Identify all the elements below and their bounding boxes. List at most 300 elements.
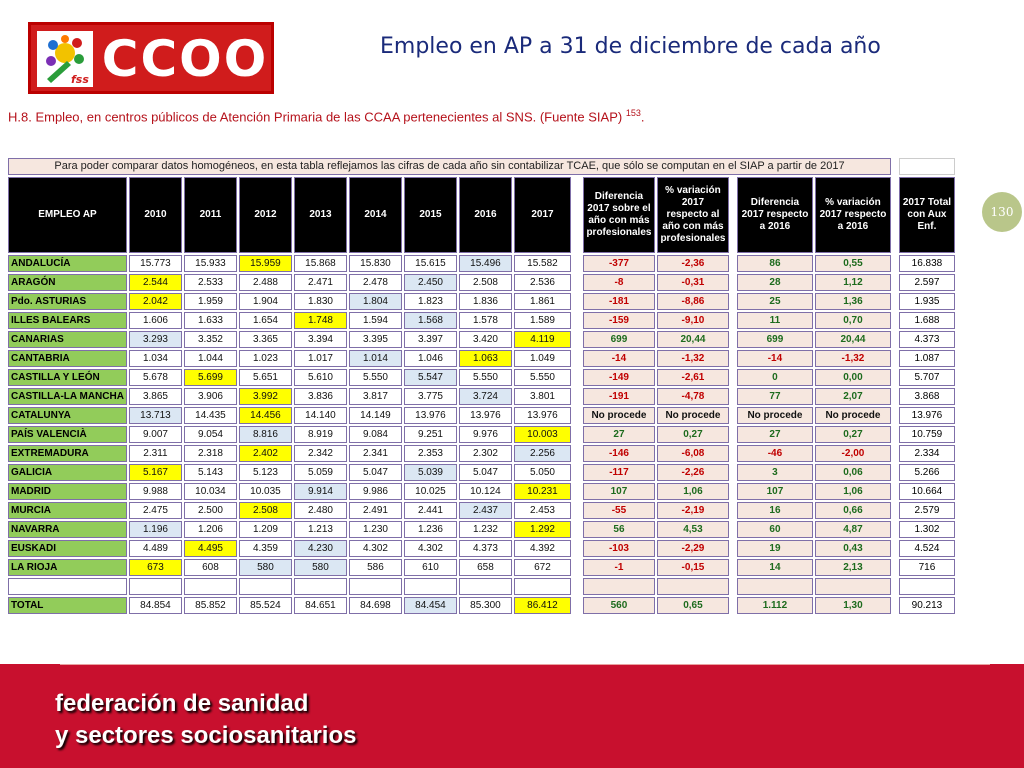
- year-value: 5.143: [184, 464, 237, 481]
- total-aux-value: 5.707: [899, 369, 955, 386]
- pct-max-value: -0,15: [657, 559, 729, 576]
- year-value: 1.292: [514, 521, 571, 538]
- total-row: [8, 597, 955, 614]
- year-value: 5.550: [514, 369, 571, 386]
- year-value: 13.713: [129, 407, 182, 424]
- diff-2016-value: 107: [737, 483, 813, 500]
- total-aux-value: 3.868: [899, 388, 955, 405]
- notice-text: Para poder comparar datos homogéneos, en esta tabla reflejamos las cifras de cada año sin contabilizar TCAE, que sólo se computan en el SIAP a partir de 2017: [8, 158, 891, 175]
- table-row: [8, 255, 955, 272]
- year-value: 15.868: [294, 255, 347, 272]
- year-value: 15.959: [239, 255, 292, 272]
- region-name: CATALUNYA: [8, 407, 127, 424]
- year-value: 1.230: [349, 521, 402, 538]
- year-value: 5.610: [294, 369, 347, 386]
- year-value: 2.491: [349, 502, 402, 519]
- total-aux-value: 10.759: [899, 426, 955, 443]
- year-value: 1.823: [404, 293, 457, 310]
- year-value: 4.302: [404, 540, 457, 557]
- header-total-aux: 2017 Total con Aux Enf.: [899, 177, 955, 253]
- year-value: 5.547: [404, 369, 457, 386]
- year-value: 9.007: [129, 426, 182, 443]
- table-row: [8, 426, 955, 443]
- year-value: 84.454: [404, 597, 457, 614]
- year-value: 3.420: [459, 331, 512, 348]
- total-aux-value: 2.597: [899, 274, 955, 291]
- pct-max-value: -0,31: [657, 274, 729, 291]
- table-row: [8, 331, 955, 348]
- year-value: 3.801: [514, 388, 571, 405]
- year-value: 1.594: [349, 312, 402, 329]
- year-value: 2.544: [129, 274, 182, 291]
- pct-2016-value: 2,07: [815, 388, 891, 405]
- year-value: 2.341: [349, 445, 402, 462]
- region-name: Pdo. ASTURIAS: [8, 293, 127, 310]
- table-row: [8, 445, 955, 462]
- pct-2016-value: 1,06: [815, 483, 891, 500]
- year-value: 85.300: [459, 597, 512, 614]
- total-aux-value: 5.266: [899, 464, 955, 481]
- year-value: 610: [404, 559, 457, 576]
- footnote-ref: 153: [625, 108, 641, 118]
- pct-2016-value: 0,66: [815, 502, 891, 519]
- year-value: 1.232: [459, 521, 512, 538]
- notice-row: [8, 158, 955, 175]
- total-aux-value: 1.688: [899, 312, 955, 329]
- region-name: GALICIA: [8, 464, 127, 481]
- year-value: 586: [349, 559, 402, 576]
- total-aux-value: 4.524: [899, 540, 955, 557]
- year-value: 10.035: [239, 483, 292, 500]
- table-row: [8, 312, 955, 329]
- diff-max-value: 699: [583, 331, 655, 348]
- region-name: CANTABRIA: [8, 350, 127, 367]
- year-value: 4.119: [514, 331, 571, 348]
- pct-2016-value: 0,06: [815, 464, 891, 481]
- year-value: 5.550: [349, 369, 402, 386]
- year-value: 2.508: [459, 274, 512, 291]
- region-name: CASTILLA-LA MANCHA: [8, 388, 127, 405]
- year-value: 1.836: [459, 293, 512, 310]
- region-name: CANARIAS: [8, 331, 127, 348]
- table-row: [8, 464, 955, 481]
- year-value: 1.804: [349, 293, 402, 310]
- pct-2016-value: 0,43: [815, 540, 891, 557]
- pct-2016-value: 1,36: [815, 293, 891, 310]
- table-row: [8, 293, 955, 310]
- year-value: 9.054: [184, 426, 237, 443]
- header-pct-2016: % variación 2017 respecto a 2016: [815, 177, 891, 253]
- header-year: 2017: [514, 177, 571, 253]
- pct-max-value: 4,53: [657, 521, 729, 538]
- table-row: [8, 407, 955, 424]
- diff-max-value: -149: [583, 369, 655, 386]
- diff-2016-value: 11: [737, 312, 813, 329]
- year-value: 5.123: [239, 464, 292, 481]
- employment-table: [6, 156, 957, 616]
- page-number-badge: 130: [982, 192, 1022, 232]
- diff-2016-value: 19: [737, 540, 813, 557]
- diff-max-value: 56: [583, 521, 655, 538]
- pct-2016-value: 0,27: [815, 426, 891, 443]
- diff-2016-value: -46: [737, 445, 813, 462]
- year-value: 1.213: [294, 521, 347, 538]
- year-value: 1.063: [459, 350, 512, 367]
- total-aux-value: 4.373: [899, 331, 955, 348]
- year-value: 8.816: [239, 426, 292, 443]
- year-value: 3.865: [129, 388, 182, 405]
- pct-max-value: -4,78: [657, 388, 729, 405]
- year-value: 672: [514, 559, 571, 576]
- year-value: 5.651: [239, 369, 292, 386]
- year-value: 2.453: [514, 502, 571, 519]
- footer-text: [55, 688, 655, 752]
- ccoo-logo-text: CCOO: [101, 30, 269, 88]
- diff-max-value: -8: [583, 274, 655, 291]
- total-aux-value: 1.302: [899, 521, 955, 538]
- pct-2016-value: 0,55: [815, 255, 891, 272]
- diff-2016-value: 699: [737, 331, 813, 348]
- year-value: 3.365: [239, 331, 292, 348]
- pct-max-value: 20,44: [657, 331, 729, 348]
- year-value: 10.025: [404, 483, 457, 500]
- year-value: 3.352: [184, 331, 237, 348]
- year-value: 1.044: [184, 350, 237, 367]
- year-value: 2.353: [404, 445, 457, 462]
- diff-max-value: -377: [583, 255, 655, 272]
- year-value: 9.914: [294, 483, 347, 500]
- year-value: 10.124: [459, 483, 512, 500]
- footer-line-2: y sectores sociosanitarios: [55, 722, 357, 749]
- year-value: 3.394: [294, 331, 347, 348]
- year-value: 1.606: [129, 312, 182, 329]
- header-row: [8, 177, 955, 253]
- year-value: 1.046: [404, 350, 457, 367]
- year-value: 15.496: [459, 255, 512, 272]
- diff-max-value: No procede: [583, 407, 655, 424]
- pct-max-value: 0,27: [657, 426, 729, 443]
- pct-2016-value: 2,13: [815, 559, 891, 576]
- table-row: [8, 350, 955, 367]
- region-name: PAÍS VALENCIÀ: [8, 426, 127, 443]
- year-value: 84.854: [129, 597, 182, 614]
- year-value: 3.397: [404, 331, 457, 348]
- year-value: 5.059: [294, 464, 347, 481]
- table-row: [8, 559, 955, 576]
- year-value: 9.251: [404, 426, 457, 443]
- year-value: 84.651: [294, 597, 347, 614]
- year-value: 4.359: [239, 540, 292, 557]
- year-value: 14.435: [184, 407, 237, 424]
- year-value: 2.318: [184, 445, 237, 462]
- diff-max-value: -117: [583, 464, 655, 481]
- region-name: EXTREMADURA: [8, 445, 127, 462]
- caption-text: H.8. Empleo, en centros públicos de Atención Primaria de las CCAA pertenecientes al SNS. (Fuente SIAP): [8, 109, 626, 125]
- year-value: 14.149: [349, 407, 402, 424]
- region-name: ANDALUCÍA: [8, 255, 127, 272]
- year-value: 1.236: [404, 521, 457, 538]
- year-value: 1.568: [404, 312, 457, 329]
- diff-2016-value: 77: [737, 388, 813, 405]
- year-value: 10.003: [514, 426, 571, 443]
- year-value: 3.775: [404, 388, 457, 405]
- total-aux-value: 2.579: [899, 502, 955, 519]
- year-value: 1.034: [129, 350, 182, 367]
- year-value: 1.578: [459, 312, 512, 329]
- year-value: 2.508: [239, 502, 292, 519]
- header-label: EMPLEO AP: [8, 177, 127, 253]
- region-name: NAVARRA: [8, 521, 127, 538]
- year-value: 2.536: [514, 274, 571, 291]
- year-value: 2.478: [349, 274, 402, 291]
- total-label: TOTAL: [8, 597, 127, 614]
- table-row: [8, 369, 955, 386]
- year-value: 1.017: [294, 350, 347, 367]
- year-value: 3.395: [349, 331, 402, 348]
- diff-2016-value: 60: [737, 521, 813, 538]
- year-value: 10.231: [514, 483, 571, 500]
- year-value: 8.919: [294, 426, 347, 443]
- diff-max-value: -181: [583, 293, 655, 310]
- header-year: 2010: [129, 177, 182, 253]
- total-aux-value: 716: [899, 559, 955, 576]
- diff-2016-value: 27: [737, 426, 813, 443]
- pct-2016-value: 1,12: [815, 274, 891, 291]
- year-value: 673: [129, 559, 182, 576]
- year-value: 3.817: [349, 388, 402, 405]
- pct-max-value: 0,65: [657, 597, 729, 614]
- year-value: 3.836: [294, 388, 347, 405]
- pct-max-value: -2,19: [657, 502, 729, 519]
- diff-2016-value: -14: [737, 350, 813, 367]
- year-value: 1.904: [239, 293, 292, 310]
- year-value: 2.500: [184, 502, 237, 519]
- year-value: 85.852: [184, 597, 237, 614]
- pct-max-value: 1,06: [657, 483, 729, 500]
- pct-2016-value: 1,30: [815, 597, 891, 614]
- year-value: 5.050: [514, 464, 571, 481]
- diff-2016-value: 1.112: [737, 597, 813, 614]
- year-value: 1.633: [184, 312, 237, 329]
- year-value: 9.084: [349, 426, 402, 443]
- footer-line-1: federación de sanidad: [55, 690, 309, 717]
- year-value: 84.698: [349, 597, 402, 614]
- year-value: 4.230: [294, 540, 347, 557]
- year-value: 5.039: [404, 464, 457, 481]
- year-value: 15.933: [184, 255, 237, 272]
- year-value: 10.034: [184, 483, 237, 500]
- table-row: [8, 274, 955, 291]
- pct-max-value: -8,86: [657, 293, 729, 310]
- region-name: ARAGÓN: [8, 274, 127, 291]
- diff-2016-value: 86: [737, 255, 813, 272]
- total-aux-value: 13.976: [899, 407, 955, 424]
- header-bar: [0, 0, 1024, 100]
- header-year: 2012: [239, 177, 292, 253]
- year-value: 5.167: [129, 464, 182, 481]
- year-value: 1.014: [349, 350, 402, 367]
- table-row: [8, 540, 955, 557]
- diff-max-value: 27: [583, 426, 655, 443]
- year-value: 1.959: [184, 293, 237, 310]
- header-diff-max: Diferencia 2017 sobre el año con más profesionales: [583, 177, 655, 253]
- table-row: [8, 521, 955, 538]
- year-value: 3.293: [129, 331, 182, 348]
- total-aux-value: 10.664: [899, 483, 955, 500]
- diff-2016-value: 25: [737, 293, 813, 310]
- year-value: 1.748: [294, 312, 347, 329]
- pct-2016-value: 0,70: [815, 312, 891, 329]
- year-value: 15.773: [129, 255, 182, 272]
- spacer-row: [8, 578, 955, 595]
- ccoo-logo: [28, 22, 274, 94]
- pct-2016-value: No procede: [815, 407, 891, 424]
- year-value: 1.209: [239, 521, 292, 538]
- year-value: 13.976: [514, 407, 571, 424]
- region-name: MURCIA: [8, 502, 127, 519]
- year-value: 2.533: [184, 274, 237, 291]
- year-value: 4.302: [349, 540, 402, 557]
- year-value: 1.589: [514, 312, 571, 329]
- region-name: ILLES BALEARS: [8, 312, 127, 329]
- year-value: 2.302: [459, 445, 512, 462]
- diff-2016-value: 16: [737, 502, 813, 519]
- diff-max-value: -55: [583, 502, 655, 519]
- diff-max-value: -103: [583, 540, 655, 557]
- diff-2016-value: No procede: [737, 407, 813, 424]
- year-value: 2.042: [129, 293, 182, 310]
- header-year: 2014: [349, 177, 402, 253]
- year-value: 4.489: [129, 540, 182, 557]
- year-value: 2.256: [514, 445, 571, 462]
- pct-2016-value: -1,32: [815, 350, 891, 367]
- table-row: [8, 502, 955, 519]
- pct-max-value: -1,32: [657, 350, 729, 367]
- year-value: 580: [294, 559, 347, 576]
- diff-2016-value: 14: [737, 559, 813, 576]
- region-name: MADRID: [8, 483, 127, 500]
- year-value: 15.615: [404, 255, 457, 272]
- year-value: 2.471: [294, 274, 347, 291]
- pct-max-value: -6,08: [657, 445, 729, 462]
- pct-max-value: -9,10: [657, 312, 729, 329]
- year-value: 5.678: [129, 369, 182, 386]
- diff-max-value: -1: [583, 559, 655, 576]
- diff-2016-value: 0: [737, 369, 813, 386]
- fss-emblem-icon: [37, 31, 93, 87]
- year-value: 14.140: [294, 407, 347, 424]
- year-value: 15.582: [514, 255, 571, 272]
- employment-table-frame: [6, 156, 986, 658]
- pct-max-value: -2,61: [657, 369, 729, 386]
- year-value: 86.412: [514, 597, 571, 614]
- total-aux-value: 90.213: [899, 597, 955, 614]
- year-value: 9.988: [129, 483, 182, 500]
- year-value: 2.441: [404, 502, 457, 519]
- total-aux-value: 2.334: [899, 445, 955, 462]
- table-row: [8, 483, 955, 500]
- year-value: 5.699: [184, 369, 237, 386]
- diff-max-value: -191: [583, 388, 655, 405]
- slide-content: [0, 100, 1024, 664]
- year-value: 5.047: [349, 464, 402, 481]
- pct-2016-value: 20,44: [815, 331, 891, 348]
- header-year: 2013: [294, 177, 347, 253]
- pct-max-value: No procede: [657, 407, 729, 424]
- year-value: 1.023: [239, 350, 292, 367]
- year-value: 9.986: [349, 483, 402, 500]
- year-value: 2.450: [404, 274, 457, 291]
- year-value: 3.724: [459, 388, 512, 405]
- diff-max-value: 560: [583, 597, 655, 614]
- year-value: 580: [239, 559, 292, 576]
- year-value: 9.976: [459, 426, 512, 443]
- table-row: [8, 388, 955, 405]
- year-value: 2.342: [294, 445, 347, 462]
- diff-max-value: 107: [583, 483, 655, 500]
- year-value: 608: [184, 559, 237, 576]
- region-name: LA RIOJA: [8, 559, 127, 576]
- header-pct-max: % variación 2017 respecto al año con más profesionales: [657, 177, 729, 253]
- year-value: 1.654: [239, 312, 292, 329]
- year-value: 2.480: [294, 502, 347, 519]
- year-value: 3.906: [184, 388, 237, 405]
- svg-text:fss: fss: [71, 73, 89, 86]
- total-aux-value: 1.935: [899, 293, 955, 310]
- year-value: 1.049: [514, 350, 571, 367]
- year-value: 5.047: [459, 464, 512, 481]
- header-year: 2016: [459, 177, 512, 253]
- year-value: 5.550: [459, 369, 512, 386]
- diff-max-value: -14: [583, 350, 655, 367]
- year-value: 2.311: [129, 445, 182, 462]
- year-value: 13.976: [459, 407, 512, 424]
- year-value: 1.830: [294, 293, 347, 310]
- region-name: EUSKADI: [8, 540, 127, 557]
- pct-max-value: -2,29: [657, 540, 729, 557]
- pct-2016-value: 4,87: [815, 521, 891, 538]
- year-value: 2.402: [239, 445, 292, 462]
- pct-max-value: -2,36: [657, 255, 729, 272]
- pct-2016-value: -2,00: [815, 445, 891, 462]
- year-value: 1.861: [514, 293, 571, 310]
- caption-end: .: [640, 109, 645, 125]
- year-value: 1.206: [184, 521, 237, 538]
- table-caption: [8, 108, 948, 124]
- year-value: 14.456: [239, 407, 292, 424]
- year-value: 13.976: [404, 407, 457, 424]
- region-name: CASTILLA Y LEÓN: [8, 369, 127, 386]
- year-value: 4.392: [514, 540, 571, 557]
- slide-title: Empleo en AP a 31 de diciembre de cada año: [380, 34, 881, 59]
- year-value: 3.992: [239, 388, 292, 405]
- total-aux-value: 16.838: [899, 255, 955, 272]
- header-year: 2015: [404, 177, 457, 253]
- year-value: 4.373: [459, 540, 512, 557]
- year-value: 15.830: [349, 255, 402, 272]
- year-value: 658: [459, 559, 512, 576]
- diff-max-value: -159: [583, 312, 655, 329]
- diff-max-value: -146: [583, 445, 655, 462]
- pct-2016-value: 0,00: [815, 369, 891, 386]
- header-diff-2016: Diferencia 2017 respecto a 2016: [737, 177, 813, 253]
- diff-2016-value: 28: [737, 274, 813, 291]
- header-year: 2011: [184, 177, 237, 253]
- year-value: 1.196: [129, 521, 182, 538]
- total-aux-value: 1.087: [899, 350, 955, 367]
- year-value: 2.475: [129, 502, 182, 519]
- year-value: 2.437: [459, 502, 512, 519]
